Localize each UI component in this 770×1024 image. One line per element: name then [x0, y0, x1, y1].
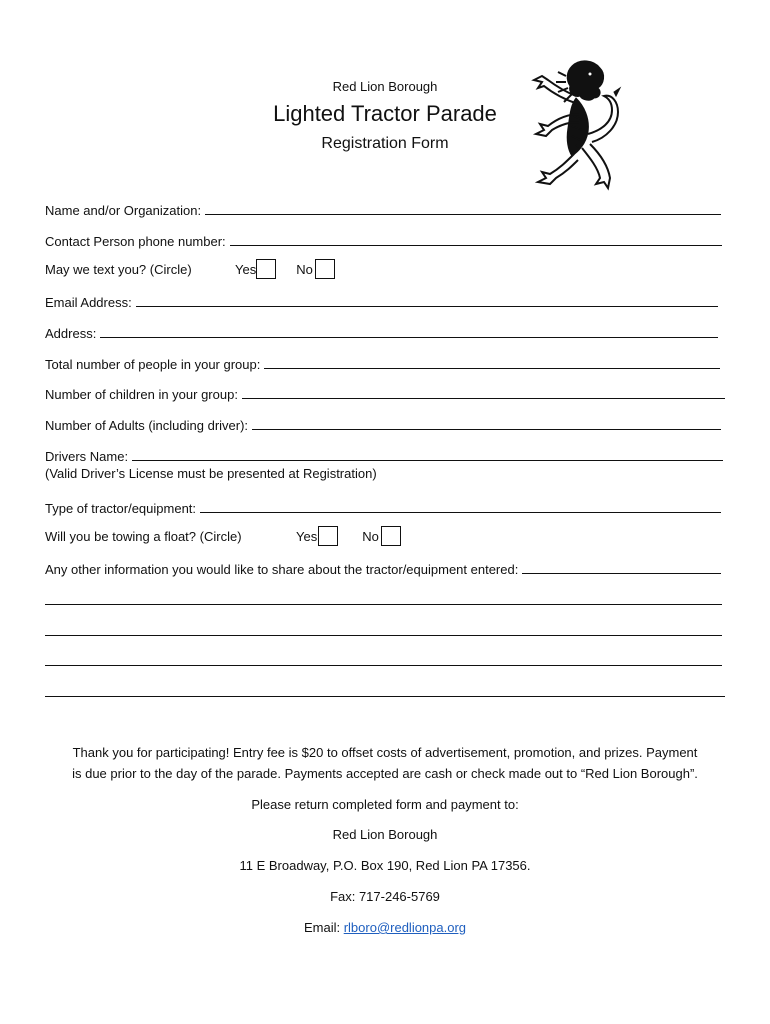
total-people-row: [45, 352, 720, 372]
tractor-type-label: Type of tractor/equipment:: [45, 501, 197, 516]
other-info-line-1[interactable]: [45, 604, 722, 605]
footer-email-label: Email:: [303, 920, 344, 935]
footer-org: Red Lion Borough: [332, 827, 438, 842]
return-to: Please return completed form and payment to:: [251, 797, 519, 812]
drivers-name-label: Drivers Name:: [45, 449, 129, 464]
contact-phone-field[interactable]: [230, 230, 722, 246]
address-row: [45, 321, 718, 341]
contact-phone-label: Contact Person phone number:: [45, 234, 226, 249]
total-people-label: Total number of people in your group:: [45, 357, 261, 372]
thanks-line-2: is due prior to the day of the parade. Payments accepted are cash or check made out to “Red Lion Borough”.: [72, 766, 698, 781]
other-info-row: [45, 557, 721, 577]
page-title: Lighted Tractor Parade: [273, 101, 497, 126]
other-info-line-3[interactable]: [45, 665, 722, 666]
name-org-field[interactable]: [205, 199, 721, 215]
footer-address: 11 E Broadway, P.O. Box 190, Red Lion PA 17356.: [239, 858, 531, 873]
other-info-label: Any other information you would like to share about the tractor/equipment entered:: [45, 562, 519, 577]
float-question-row: [45, 524, 415, 548]
other-info-line-4[interactable]: [45, 696, 725, 697]
text-question-row: [45, 257, 365, 281]
adults-row: [45, 413, 721, 433]
email-row: [45, 290, 718, 310]
total-people-field[interactable]: [264, 353, 720, 369]
children-row: [45, 382, 725, 402]
name-org-row: [45, 198, 721, 218]
text-question-label: May we text you? (Circle): [45, 261, 192, 277]
rampant-lion-icon: [520, 56, 625, 191]
text-yes-label: Yes: [235, 261, 257, 277]
adults-label: Number of Adults (including driver):: [45, 418, 249, 433]
page-subtitle: Registration Form: [321, 135, 449, 152]
footer-email-row: [0, 917, 770, 938]
float-question-label: Will you be towing a float? (Circle): [45, 528, 242, 544]
name-org-label: Name and/or Organization:: [45, 203, 202, 218]
float-no-checkbox[interactable]: [381, 526, 401, 546]
license-note: (Valid Driver’s License must be presented at Registration): [45, 466, 377, 481]
adults-field[interactable]: [252, 414, 721, 430]
float-yes-label: Yes: [296, 528, 318, 544]
footer-fax: Fax: 717-246-5769: [330, 889, 440, 904]
drivers-name-field[interactable]: [132, 445, 723, 461]
drivers-name-row: [45, 444, 723, 464]
float-no-label: No: [362, 528, 379, 544]
address-field[interactable]: [100, 322, 718, 338]
email-label: Email Address:: [45, 295, 132, 310]
children-label: Number of children in your group:: [45, 387, 238, 402]
contact-phone-row: [45, 229, 722, 249]
email-field[interactable]: [136, 291, 718, 307]
float-yes-checkbox[interactable]: [318, 526, 338, 546]
org-name: Red Lion Borough: [332, 79, 438, 94]
footer-email-link[interactable]: rlboro@redlionpa.org: [343, 920, 467, 935]
tractor-type-field[interactable]: [200, 497, 721, 513]
address-label: Address:: [45, 326, 97, 341]
text-yes-checkbox[interactable]: [256, 259, 276, 279]
tractor-type-row: [45, 496, 721, 516]
text-no-checkbox[interactable]: [315, 259, 335, 279]
other-info-line-2[interactable]: [45, 635, 722, 636]
thanks-line-1: Thank you for participating! Entry fee is $20 to offset costs of advertisement, promotion, and prizes. Payment: [72, 745, 698, 760]
children-field[interactable]: [242, 383, 725, 399]
text-no-label: No: [296, 261, 313, 277]
other-info-field[interactable]: [522, 558, 721, 574]
thanks-note: [0, 742, 770, 784]
